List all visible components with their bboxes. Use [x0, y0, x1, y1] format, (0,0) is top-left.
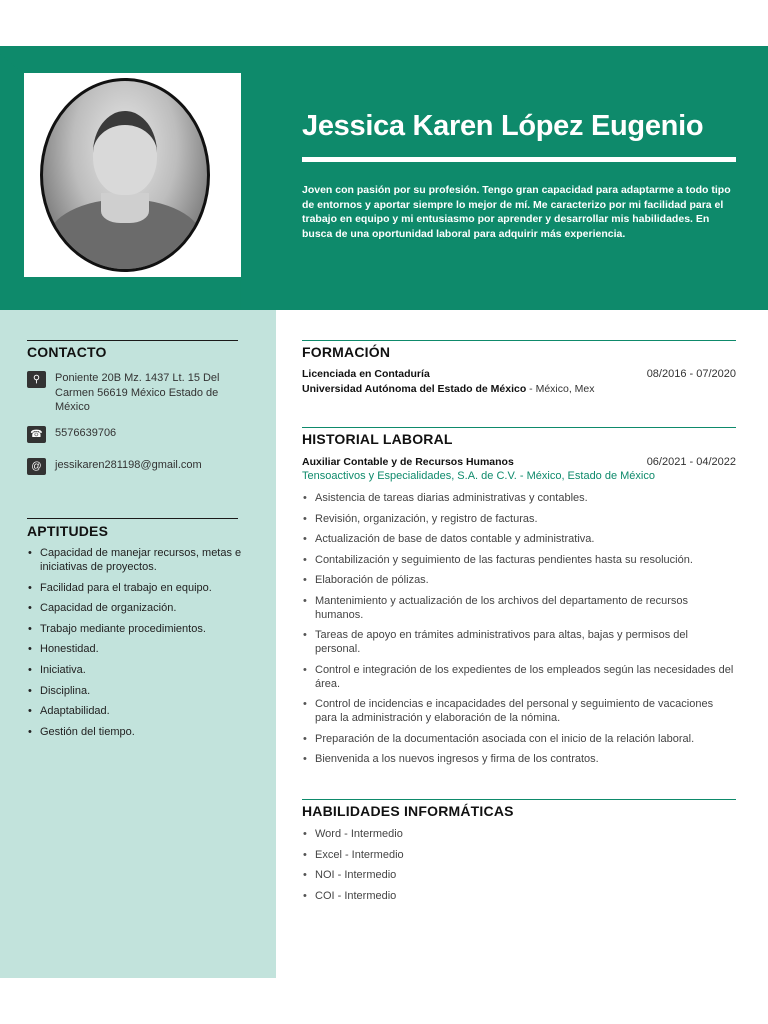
- work-rule: [302, 427, 736, 428]
- list-item: • Elaboración de pólizas.: [302, 573, 736, 587]
- education-location: - México, Mex: [526, 383, 595, 395]
- skills-rule: [27, 518, 238, 519]
- contact-email-row: [27, 458, 235, 475]
- contact-phone-row: [27, 426, 235, 443]
- name-underline: [302, 157, 736, 162]
- list-item: • Capacidad de manejar recursos, metas e iniciativas de proyectos.: [27, 546, 247, 574]
- computer-skills-rule: [302, 799, 736, 800]
- education-school-line: [302, 383, 595, 395]
- profile-photo: [40, 78, 210, 272]
- work-heading: HISTORIAL LABORAL: [302, 431, 453, 447]
- job-position: Auxiliar Contable y de Recursos Humanos: [302, 456, 514, 468]
- list-item: • Tareas de apoyo en trámites administrativos para altas, bajas y permisos del personal.: [302, 628, 736, 656]
- list-item: • Excel - Intermedio: [302, 848, 736, 862]
- photo-face-shape: [93, 111, 157, 195]
- profile-summary: Joven con pasión por su profesión. Tengo gran capacidad para adaptarme a todo tipo de entornos y aportar siempre lo mejor de mí. Me caracterizo por mi facilidad para el trabajo en equipo y mi entusiasmo por aprender y desarrollar mis habilidades. En busca de una oportunidad laboral para adquirir más experiencia.: [302, 184, 731, 240]
- candidate-name: Jessica Karen López Eugenio: [302, 110, 704, 142]
- skills-heading: APTITUDES: [27, 523, 109, 539]
- list-item: • NOI - Intermedio: [302, 868, 736, 882]
- contact-email[interactable]: jessikaren281198@gmail.com: [55, 459, 202, 471]
- list-item: • Mantenimiento y actualización de los archivos del departamento de recursos humanos.: [302, 594, 736, 622]
- location-icon: ⚲: [27, 371, 46, 388]
- education-degree: Licenciada en Contaduría: [302, 368, 430, 380]
- list-item: • Actualización de base de datos contable y administrativa.: [302, 532, 736, 546]
- photo-collar-shape: [101, 193, 149, 223]
- list-item: • Honestidad.: [27, 642, 247, 656]
- computer-skills-heading: HABILIDADES INFORMÁTICAS: [302, 803, 514, 819]
- list-item: • Bienvenida a los nuevos ingresos y firma de los contratos.: [302, 752, 736, 766]
- list-item: • Gestión del tiempo.: [27, 725, 247, 739]
- list-item: • Facilidad para el trabajo en equipo.: [27, 581, 247, 595]
- list-item: • Control de incidencias e incapacidades del personal y seguimiento de vacaciones para la administración y elaboración de la nómina.: [302, 697, 736, 725]
- duties-list: [302, 491, 736, 773]
- list-item: • Control e integración de los expedientes de los empleados según las necesidades del área.: [302, 663, 736, 691]
- job-dates: 06/2021 - 04/2022: [646, 456, 736, 468]
- list-item: • Disciplina.: [27, 684, 247, 698]
- list-item: • COI - Intermedio: [302, 889, 736, 903]
- contact-rule: [27, 340, 238, 341]
- list-item: • Iniciativa.: [27, 663, 247, 677]
- education-heading: FORMACIÓN: [302, 344, 391, 360]
- contact-phone: 5576639706: [55, 427, 117, 439]
- list-item: • Preparación de la documentación asociada con el inicio de la relación laboral.: [302, 732, 736, 746]
- job-company: Tensoactivos y Especialidades, S.A. de C.V. - México, Estado de México: [302, 470, 655, 482]
- email-icon: @: [27, 458, 46, 475]
- list-item: • Contabilización y seguimiento de las facturas pendientes hasta su resolución.: [302, 553, 736, 567]
- skills-list: [27, 546, 247, 745]
- contact-address: Poniente 20B Mz. 1437 Lt. 15 Del Carmen 56619 México Estado de México: [55, 372, 220, 413]
- computer-skills-list: [302, 827, 736, 909]
- list-item: • Word - Intermedio: [302, 827, 736, 841]
- list-item: • Trabajo mediante procedimientos.: [27, 622, 247, 636]
- education-dates: 08/2016 - 07/2020: [646, 368, 736, 380]
- contact-heading: CONTACTO: [27, 344, 107, 360]
- education-school: Universidad Autónoma del Estado de México: [302, 383, 527, 395]
- contact-address-row: [27, 371, 235, 415]
- list-item: • Revisión, organización, y registro de facturas.: [302, 512, 736, 526]
- phone-icon: ☎: [27, 426, 46, 443]
- list-item: • Capacidad de organización.: [27, 601, 247, 615]
- education-rule: [302, 340, 736, 341]
- list-item: • Asistencia de tareas diarias administrativas y contables.: [302, 491, 736, 505]
- list-item: • Adaptabilidad.: [27, 704, 247, 718]
